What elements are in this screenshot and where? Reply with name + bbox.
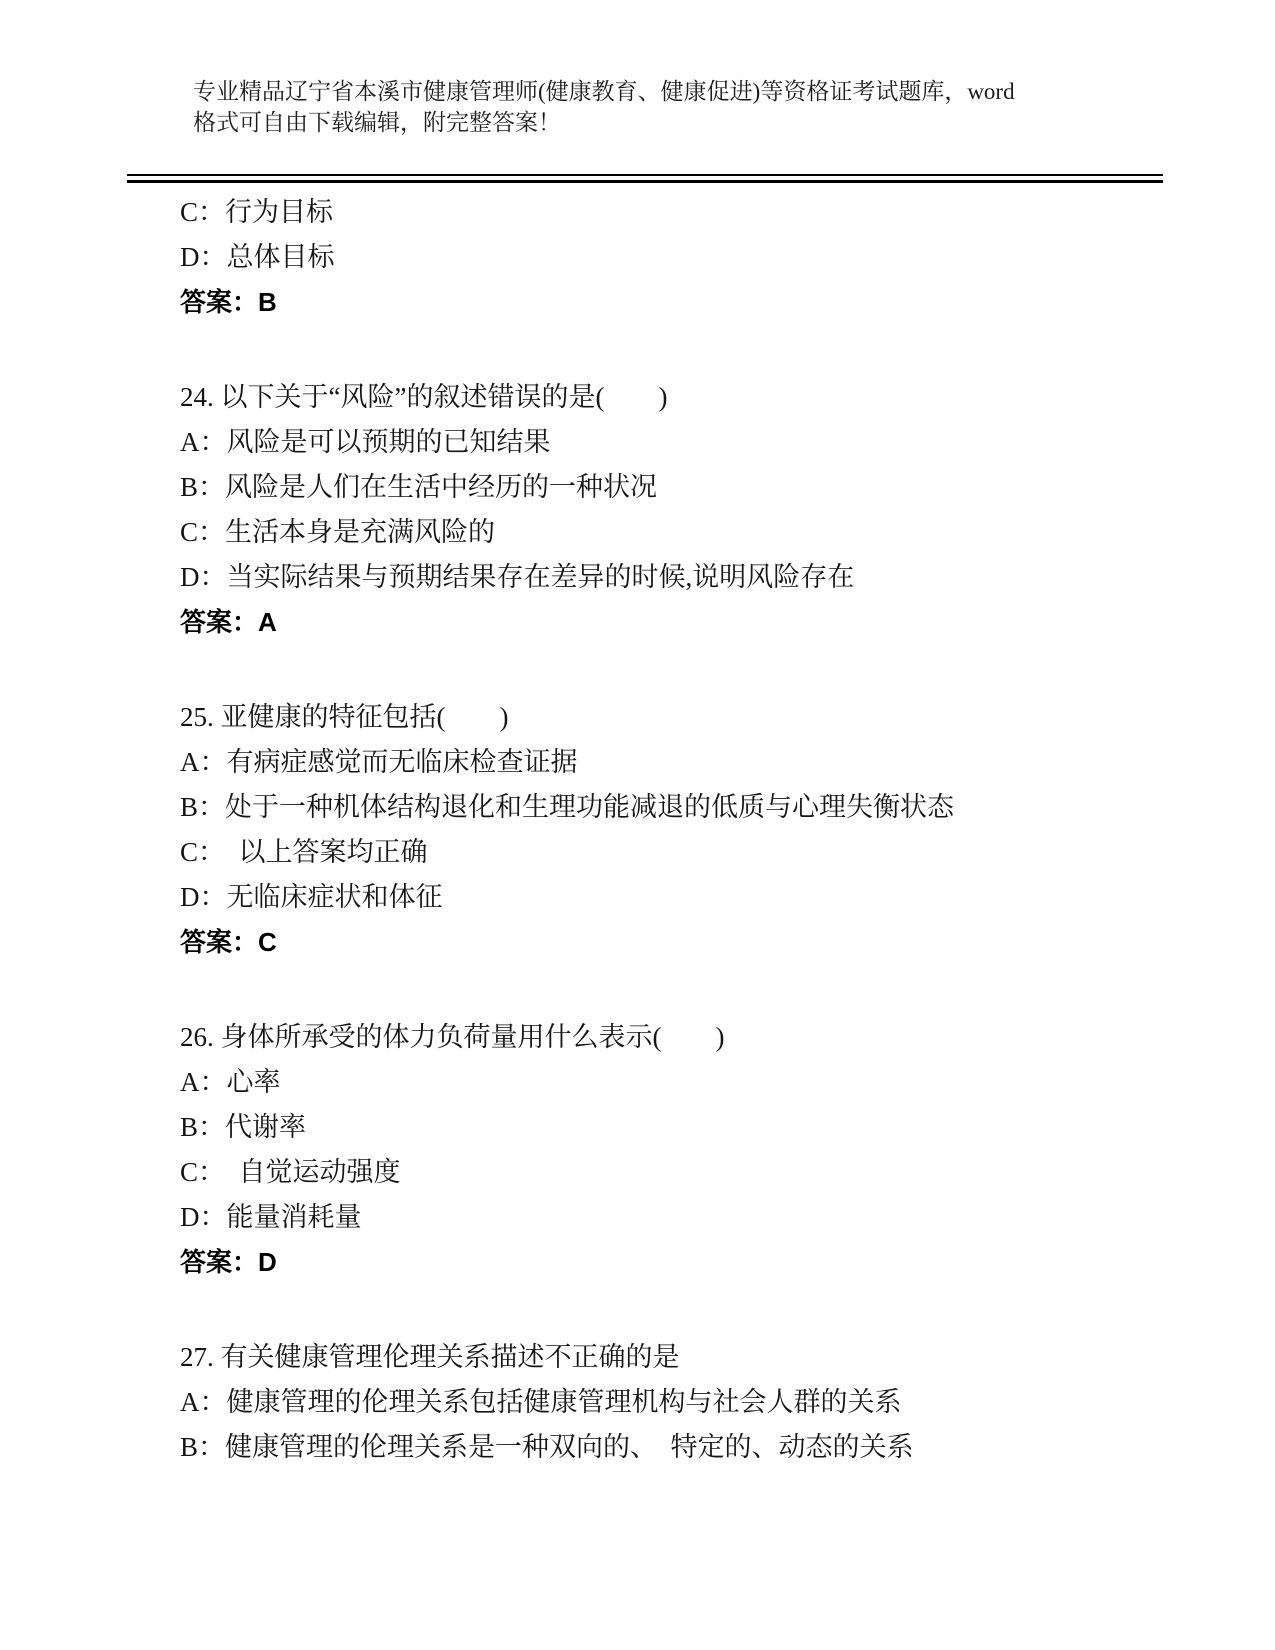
question-26-option-a: A：心率 — [180, 1067, 281, 1097]
question-27-option-b: B：健康管理的伦理关系是一种双向的、 特定的、动态的关系 — [180, 1432, 914, 1462]
question-27-partial — [180, 1335, 1175, 1470]
question-24-title: 24. 以下关于“风险”的叙述错误的是( ) — [180, 382, 668, 412]
question-26-option-b: B：代谢率 — [180, 1112, 307, 1142]
question-24-option-b: B：风险是人们在生活中经历的一种状况 — [180, 472, 658, 502]
question-25-title: 25. 亚健康的特征包括( ) — [180, 702, 509, 732]
header-divider-rule — [127, 174, 1163, 183]
question-25-option-c: C： 以上答案均正确 — [180, 837, 428, 867]
question-23-option-d: D：总体目标 — [180, 242, 335, 272]
question-23-option-c: C：行为目标 — [180, 197, 334, 227]
question-26-option-d: D：能量消耗量 — [180, 1202, 362, 1232]
document-body — [180, 190, 1175, 1470]
question-24-option-c: C：生活本身是充满风险的 — [180, 517, 496, 547]
question-25-answer: 答案：C — [180, 927, 277, 957]
question-23-partial — [180, 190, 1175, 325]
question-24 — [180, 375, 1175, 645]
header-line-1: 专业精品辽宁省本溪市健康管理师(健康教育、健康促进)等资格证考试题库，word — [193, 79, 1015, 104]
question-26-answer: 答案：D — [180, 1247, 277, 1277]
question-25-option-a: A：有病症感觉而无临床检查证据 — [180, 747, 578, 777]
page-header — [193, 0, 1165, 138]
question-27-title: 27. 有关健康管理伦理关系描述不正确的是 — [180, 1342, 680, 1372]
question-26 — [180, 1015, 1175, 1285]
question-26-option-c: C： 自觉运动强度 — [180, 1157, 401, 1187]
question-24-option-a: A：风险是可以预期的已知结果 — [180, 427, 551, 457]
question-25-option-b: B：处于一种机体结构退化和生理功能减退的低质与心理失衡状态 — [180, 792, 955, 822]
question-25 — [180, 695, 1175, 965]
question-23-answer: 答案：B — [180, 287, 277, 317]
question-25-option-d: D：无临床症状和体征 — [180, 882, 443, 912]
question-24-option-d: D：当实际结果与预期结果存在差异的时候,说明风险存在 — [180, 562, 855, 592]
question-27-option-a: A：健康管理的伦理关系包括健康管理机构与社会人群的关系 — [180, 1387, 902, 1417]
question-24-answer: 答案：A — [180, 607, 277, 637]
question-26-title: 26. 身体所承受的体力负荷量用什么表示( ) — [180, 1022, 725, 1052]
header-line-2: 格式可自由下载编辑，附完整答案！ — [193, 110, 561, 135]
